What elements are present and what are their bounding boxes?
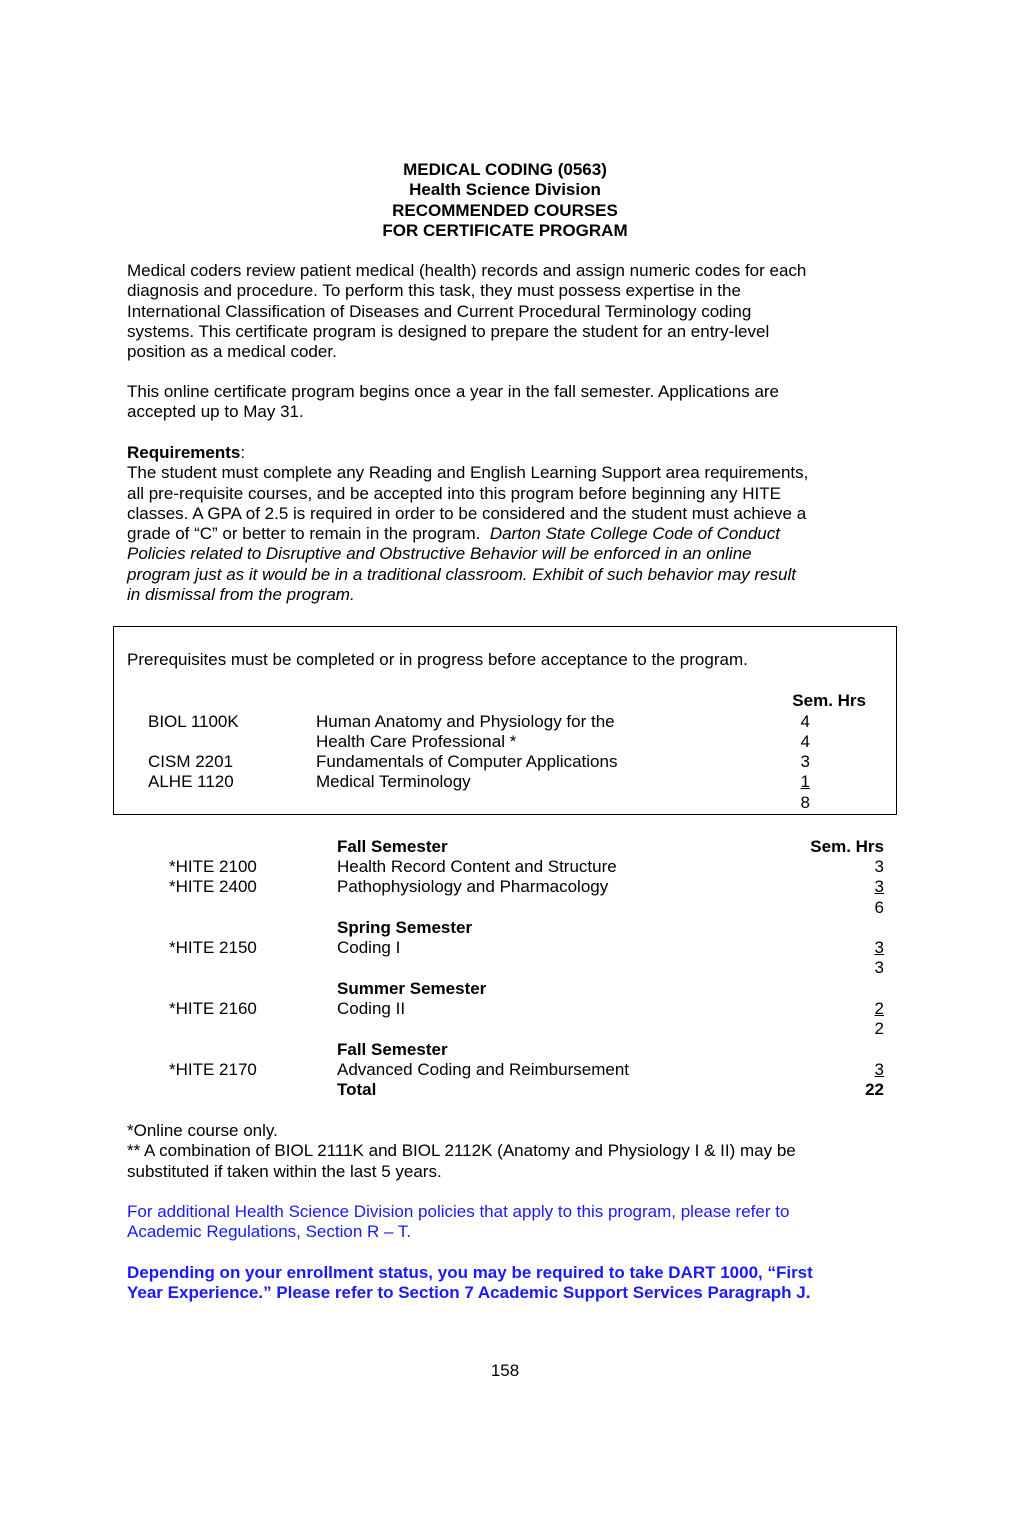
intro-line: systems. This certificate program is designed to prepare the student for an entry-level: [127, 321, 770, 341]
document-title: [0, 160, 1010, 241]
prereq-course-hrs: 3: [800, 752, 810, 771]
course-hrs-underlined: 3: [874, 877, 884, 896]
semester-subtotal: 2: [874, 1019, 884, 1038]
prereq-course-title: Human Anatomy and Physiology for the: [316, 712, 615, 731]
intro-line: position as a medical coder.: [127, 342, 337, 362]
title-recommended: RECOMMENDED COURSES: [392, 200, 618, 220]
semester-heading: Fall Semester: [337, 837, 448, 856]
prereq-course-title: Medical Terminology: [316, 772, 471, 791]
course-hrs: [854, 877, 884, 897]
requirements-line: classes. A GPA of 2.5 is required in order to be considered and the student must achieve a: [127, 503, 807, 523]
requirements-line: The student must complete any Reading and English Learning Support area requirements,: [127, 463, 809, 483]
requirements-heading-line: [127, 443, 892, 463]
prereq-course-title: Health Care Professional *: [316, 732, 517, 751]
prereq-course-hrs: [780, 772, 810, 792]
course-title: Health Record Content and Structure: [337, 857, 617, 876]
course-title: Coding I: [337, 938, 401, 957]
prereq-total-hrs: 8: [800, 793, 810, 812]
course-hrs: [854, 1060, 884, 1080]
requirements-plain-text: grade of “C” or better to remain in the program.: [127, 524, 490, 544]
prereq-course-code: CISM 2201: [148, 752, 234, 771]
prereq-hrs-underlined: 1: [800, 772, 810, 791]
course-hrs-underlined: 2: [874, 999, 884, 1018]
requirements-line: all pre-requisite courses, and be accepted into this program before beginning any HITE: [127, 483, 781, 503]
substitution-note-line: ** A combination of BIOL 2111K and BIOL 2112K (Anatomy and Physiology I & II) may be: [127, 1141, 796, 1161]
semester-subtotal: 3: [874, 958, 884, 977]
intro-line: Medical coders review patient medical (health) records and assign numeric codes for each: [127, 261, 807, 280]
policies-line: Academic Regulations, Section R – T.: [127, 1222, 412, 1242]
course-code: *HITE 2100: [169, 857, 257, 876]
schedule-paragraph: [127, 382, 892, 423]
prereq-course-hrs: 4: [800, 732, 810, 751]
dart-line: Depending on your enrollment status, you may be required to take DART 1000, “First: [127, 1263, 813, 1282]
requirements-heading: Requirements: [127, 443, 241, 462]
prereq-course-hrs: 4: [800, 712, 810, 731]
title-program: MEDICAL CODING (0563): [403, 160, 607, 179]
semester-heading: Fall Semester: [337, 1040, 448, 1059]
course-title: Pathophysiology and Pharmacology: [337, 877, 609, 896]
footnotes: [127, 1121, 892, 1182]
course-hrs: 3: [874, 857, 884, 876]
requirements-colon: :: [240, 443, 246, 462]
requirements-line: [127, 524, 892, 544]
prereq-course-code: ALHE 1120: [148, 772, 234, 791]
course-hrs: [854, 938, 884, 958]
online-note: *Online course only.: [127, 1121, 278, 1140]
semester-heading: Summer Semester: [337, 979, 487, 998]
course-code: *HITE 2170: [169, 1060, 257, 1079]
total-hrs: 22: [865, 1080, 884, 1099]
course-title: Advanced Coding and Reimbursement: [337, 1060, 630, 1079]
substitution-note-line: substituted if taken within the last 5 years.: [127, 1161, 442, 1181]
prereq-hrs-header: Sem. Hrs: [792, 691, 866, 710]
conduct-policy-line: program just as it would be in a traditional classroom. Exhibit of such behavior may result: [127, 564, 796, 584]
course-hrs-underlined: 3: [874, 1060, 884, 1079]
requirements-section: [127, 443, 892, 605]
conduct-policy-text: Darton State College Code of Conduct: [489, 524, 780, 544]
schedule-line: accepted up to May 31.: [127, 402, 304, 422]
title-certificate: FOR CERTIFICATE PROGRAM: [382, 220, 628, 240]
schedule-hrs-header: Sem. Hrs: [810, 837, 884, 856]
course-title: Coding II: [337, 999, 406, 1018]
semester-heading: Spring Semester: [337, 918, 473, 937]
intro-line: diagnosis and procedure. To perform this task, they must possess expertise in the: [127, 281, 741, 301]
prereq-course-code: BIOL 1100K: [148, 712, 239, 731]
title-division: Health Science Division: [409, 180, 601, 200]
policies-line: For additional Health Science Division policies that apply to this program, please refer to: [127, 1202, 790, 1221]
conduct-policy-line: in dismissal from the program.: [127, 585, 355, 605]
total-label: Total: [337, 1080, 377, 1099]
course-code: *HITE 2160: [169, 999, 257, 1018]
prereq-course-title: Fundamentals of Computer Applications: [316, 752, 618, 771]
schedule-line: This online certificate program begins once a year in the fall semester. Applications are: [127, 382, 780, 401]
conduct-policy-line: Policies related to Disruptive and Obstructive Behavior will be enforced in an online: [127, 544, 752, 564]
course-code: *HITE 2400: [169, 877, 257, 896]
dart-notice: [127, 1263, 892, 1304]
intro-line: International Classification of Diseases and Current Procedural Terminology coding: [127, 301, 752, 321]
course-hrs: [854, 999, 884, 1019]
intro-paragraph: [127, 261, 892, 362]
prerequisites-intro: Prerequisites must be completed or in progress before acceptance to the program.: [127, 650, 748, 669]
policies-reference: [127, 1202, 892, 1243]
dart-line: Year Experience.” Please refer to Section 7 Academic Support Services Paragraph J.: [127, 1283, 811, 1303]
course-hrs-underlined: 3: [874, 938, 884, 957]
course-code: *HITE 2150: [169, 938, 257, 957]
page-number: 158: [490, 1361, 520, 1380]
semester-subtotal: 6: [874, 898, 884, 917]
